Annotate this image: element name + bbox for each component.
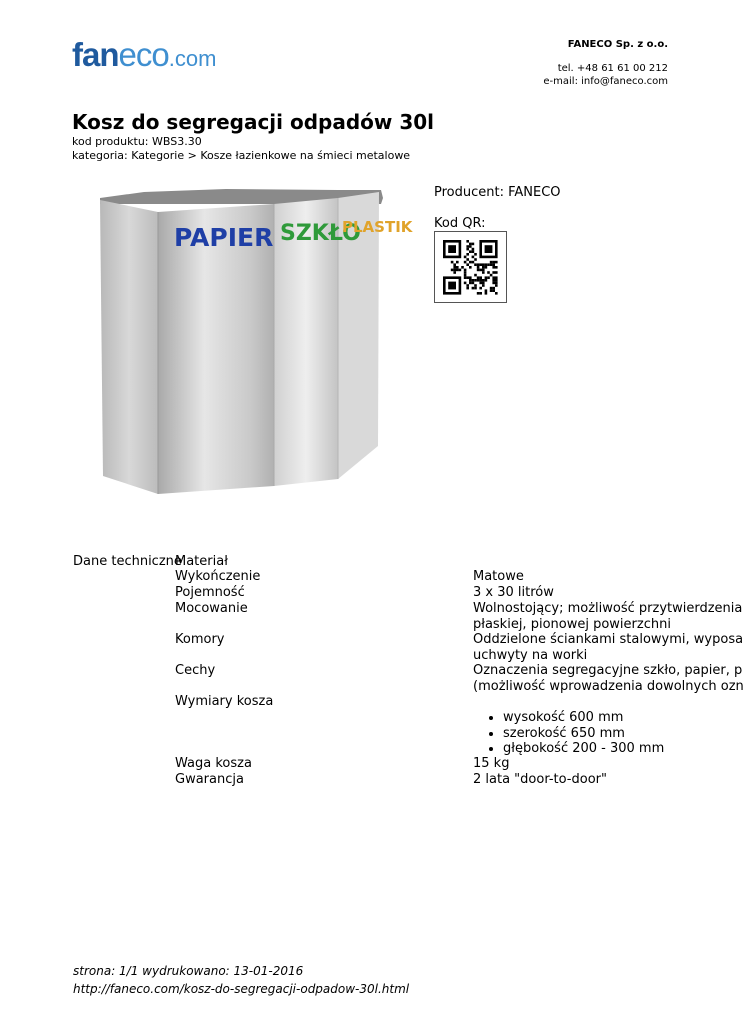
product-title: Kosz do segregacji odpadów 30l <box>72 110 435 134</box>
list-item: • głębokość 200 - 300 mm <box>503 741 664 757</box>
faneco-logo[interactable] <box>72 36 216 74</box>
tech-row-label: Komory <box>175 632 225 647</box>
company-email[interactable]: e-mail: info@faneco.com <box>543 76 668 87</box>
company-contact <box>543 62 668 88</box>
tech-row-label: Gwarancja <box>175 772 244 787</box>
product-image <box>98 184 413 496</box>
tech-row-label: Materiał <box>175 554 228 569</box>
tech-row-value: 15 kg <box>473 756 510 771</box>
logo-text-domain: .com <box>168 46 217 71</box>
company-name: FANECO Sp. z o.o. <box>567 39 668 50</box>
list-item: • wysokość 600 mm <box>503 710 664 726</box>
footer-url[interactable]: http://faneco.com/kosz-do-segregacji-odpadow-30l.html <box>73 982 410 996</box>
tech-row-value <box>473 632 743 664</box>
dimensions-list <box>473 710 664 757</box>
bin-label-plastic: PLASTIK <box>342 218 413 236</box>
producer: Producent: FANECO <box>434 185 561 200</box>
logo-text-fan: fan <box>72 36 119 73</box>
tech-row-label: Pojemność <box>175 585 245 600</box>
tech-row-value-line: Wolnostojący; możliwość przytwierdzenia <box>473 601 743 616</box>
tech-row-value: 2 lata "door-to-door" <box>473 772 607 787</box>
tech-row-label: Waga kosza <box>175 756 252 771</box>
tech-row-value <box>473 601 742 633</box>
product-category: kategoria: Kategorie > Kosze łazienkowe na śmieci metalowe <box>72 149 411 162</box>
tech-row-value: Matowe <box>473 569 524 584</box>
tech-row-label: Cechy <box>175 663 216 678</box>
tech-row-value-line: Oznaczenia segregacyjne szkło, papier, p <box>473 663 743 678</box>
tech-row-value-line: (możliwość wprowadzenia dowolnych ozn <box>473 679 744 694</box>
tech-row-label: Wykończenie <box>175 569 261 584</box>
logo-text-eco: eco <box>118 36 169 73</box>
product-code: kod produktu: WBS3.30 <box>72 135 202 148</box>
qr-label: Kod QR: <box>434 216 486 231</box>
tech-row-label: Wymiary kosza <box>175 694 274 709</box>
tech-row-value <box>473 663 744 695</box>
footer-page-info: strona: 1/1 wydrukowano: 13-01-2016 <box>73 964 304 978</box>
tech-row-value-line: płaskiej, pionowej powierzchni <box>473 617 671 632</box>
tech-row-value: 3 x 30 litrów <box>473 585 554 600</box>
tech-row-value-line: uchwyty na worki <box>473 648 588 663</box>
tech-row-value-line: Oddzielone ściankami stalowymi, wyposa <box>473 632 744 647</box>
tech-section-label: Dane techniczne <box>73 554 182 569</box>
tech-row-label: Mocowanie <box>175 601 248 616</box>
bin-label-glass: SZKŁO <box>280 221 361 246</box>
company-phone: tel. +48 61 61 00 212 <box>557 63 668 74</box>
list-item: • szerokość 650 mm <box>503 726 664 742</box>
bin-label-paper: PAPIER <box>174 223 274 252</box>
qr-code-icon <box>435 232 506 302</box>
qr-code <box>434 231 507 303</box>
